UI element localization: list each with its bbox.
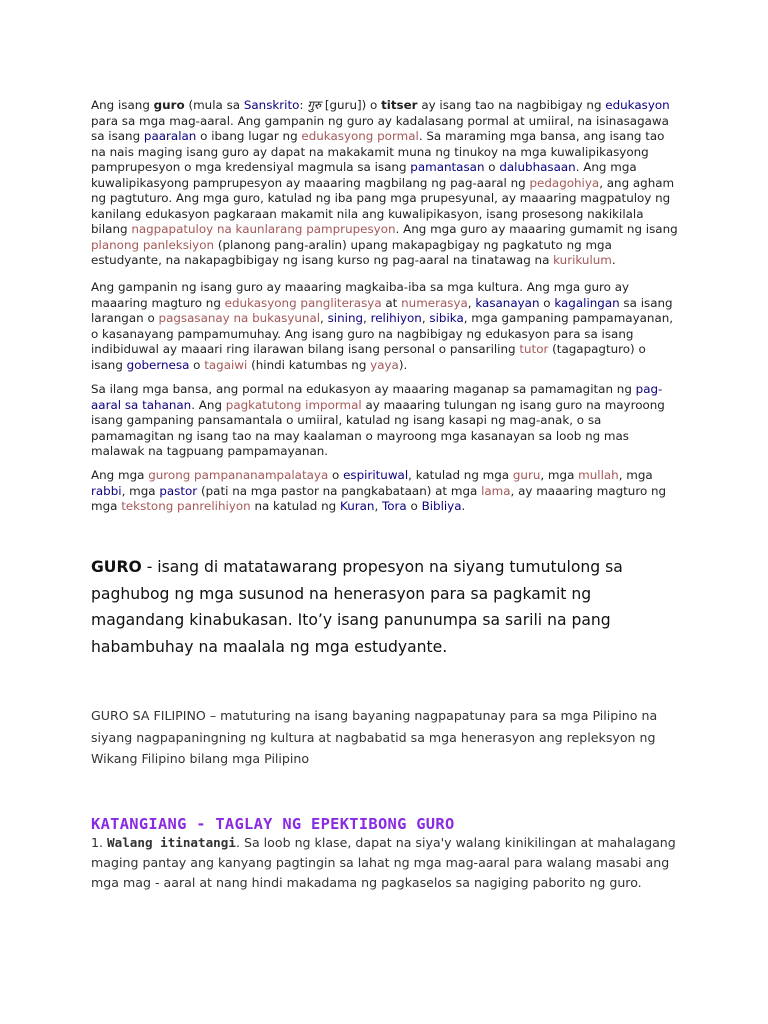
link-pedagohiya[interactable]: pedagohiya bbox=[529, 175, 600, 190]
guro-sa-filipino bbox=[91, 705, 681, 770]
text-run: o bbox=[328, 468, 344, 482]
link-sanskrito[interactable]: Sanskrito bbox=[243, 98, 300, 112]
link-kuran[interactable]: Kuran bbox=[340, 499, 375, 513]
link-tutor[interactable]: tutor bbox=[519, 342, 549, 356]
text-run: para sa mga mag-aaral. Ang gampanin ng guro ay kadalasang pormal at umiiral, na isinasagawa sa isang bbox=[91, 113, 669, 143]
link-bibliya[interactable]: Bibliya bbox=[421, 499, 462, 513]
text-run: Ang gampanin ng isang guro ay maaaring magkaiba-iba sa mga kultura. Ang mga guro ay maaaring magturo ng bbox=[91, 280, 630, 310]
text-run: . bbox=[461, 499, 466, 513]
text-run: . bbox=[611, 253, 616, 267]
text-run: o bbox=[406, 499, 422, 513]
guro-definition-text: - isang di matatawarang propesyon na siyang tumutulong sa paghubog ng mga susunod na henerasyon para sa pagkamit ng magandang kinabukasan. Ito’y isang panunumpa sa sarili na pang habambuhay na maalala ng mga estudyante. bbox=[91, 558, 623, 656]
text-run: . Ang mga guro ay maaaring gumamit ng isang bbox=[395, 222, 678, 236]
text-run: [guru]) o bbox=[321, 98, 382, 112]
link-mullah[interactable]: mullah bbox=[578, 468, 619, 482]
item-text: . Sa loob ng klase, dapat na siya'y walang kinikilingan at mahalagang maging pantay ang kanyang pagtingin sa lahat ng mga mag-aaral para walang masabi ang mga mag - aaral at nang hindi makadama ng pagkaselos sa nagiging paborito ng guro. bbox=[91, 835, 676, 890]
link-edukasyong-pangliterasya[interactable]: edukasyong pangliterasya bbox=[224, 295, 382, 310]
text-run: ). bbox=[398, 357, 408, 372]
text-run: , mga bbox=[540, 468, 579, 482]
link-tagaiwi[interactable]: tagaiwi bbox=[204, 357, 248, 372]
text-run: Sa ilang mga bansa, ang pormal na edukasyon ay maaaring maganap sa pamamagitan ng bbox=[91, 382, 636, 396]
term-guro: guro bbox=[153, 98, 185, 112]
devanagari-text: गुरु bbox=[307, 98, 322, 112]
link-pamantasan[interactable]: pamantasan bbox=[410, 160, 485, 174]
link-planong-panleksiyon[interactable]: planong panleksiyon bbox=[91, 237, 215, 252]
text-run: (tagapagturo) o isang bbox=[91, 342, 646, 372]
link-kurikulum[interactable]: kurikulum bbox=[553, 253, 612, 267]
wiki-paragraph-2 bbox=[91, 280, 681, 373]
text-run: ay isang tao na nagbibigay ng bbox=[417, 98, 606, 112]
text-run: , katulad ng mga bbox=[408, 468, 513, 482]
link-numerasya[interactable]: numerasya bbox=[401, 295, 468, 310]
link-yaya[interactable]: yaya bbox=[370, 357, 399, 372]
guro-sa-filipino-text: – matuturing na isang bayaning nagpapatunay para sa mga Pilipino na siyang nagpapaningning ng kultura at nagbabatid sa mga henerasyon ang repleksyon ng Wikang Filipino bilang mga Pilipino bbox=[91, 708, 658, 766]
text-run: Ang isang bbox=[91, 98, 154, 112]
guro-definition-term: GURO bbox=[91, 558, 142, 576]
link-guru[interactable]: guru bbox=[512, 468, 541, 482]
text-run: , ang agham ng pagtuturo. Ang mga guro, katulad ng iba pang mga prupesyunal, ay maaaring magpatuloy ng kanilang edukasyon pagkaraan makamit nila ang kuwalipikasyon, isang prosesong nakikilala bilang bbox=[91, 175, 675, 236]
katangian-heading: KATANGIANG - TAGLAY NG EPEKTIBONG GURO bbox=[91, 815, 455, 833]
wiki-paragraph-4 bbox=[91, 468, 681, 515]
guro-definition bbox=[91, 554, 671, 660]
katangian-item-1 bbox=[91, 833, 681, 893]
text-run: (pati na mga pastor na pangkabataan) at mga bbox=[197, 483, 482, 498]
link-gobernesa[interactable]: gobernesa bbox=[126, 357, 190, 372]
text-run: o bbox=[484, 160, 500, 174]
wiki-paragraph-3 bbox=[91, 382, 681, 460]
guro-sa-filipino-term: GURO SA FILIPINO bbox=[91, 708, 206, 723]
link-pag-aaral-sa-tahanan[interactable]: pag-aaral sa tahanan bbox=[91, 382, 663, 412]
link-nagpapatuloy[interactable]: nagpapatuloy na kaunlarang pamprupesyon bbox=[131, 222, 396, 236]
text-run: . Sa maraming mga bansa, ang isang tao na nais maging isang guro ay dapat na makakamit muna ng tinukoy na mga kuwalipikasyong pamprupesyon o mga kredensiyal magmula sa isang bbox=[91, 129, 665, 174]
link-edukasyon[interactable]: edukasyon bbox=[605, 98, 670, 112]
text-run: , bbox=[467, 295, 476, 310]
item-term: Walang itinatangi bbox=[107, 835, 236, 850]
text-run: , ay maaaring magturo ng mga bbox=[91, 483, 667, 513]
text-run: , mga gampaning pampamayanan, o kasanayang pampamumuhay. Ang isang guro na nagbibigay ng edukasyon para sa isang indibiduwal ay maaari ring ilarawan bilang isang personal o pansariling bbox=[91, 311, 674, 356]
text-run: , mga bbox=[121, 483, 160, 498]
link-pagsasanay-na-bukasyunal[interactable]: pagsasanay na bukasyunal bbox=[158, 311, 321, 325]
link-relihiyon[interactable]: relihiyon bbox=[370, 311, 422, 325]
text-run: . Ang bbox=[191, 397, 226, 412]
text-run: , bbox=[320, 311, 328, 325]
link-rabbi[interactable]: rabbi bbox=[91, 483, 122, 498]
link-dalubhasaan[interactable]: dalubhasaan bbox=[499, 160, 576, 174]
text-run: . Ang mga kuwalipikasyong pamprupesyon ay maaaring magbilang ng pag-aaral ng bbox=[91, 160, 637, 190]
link-tekstong-panrelihiyon[interactable]: tekstong panrelihiyon bbox=[121, 499, 251, 513]
link-tora[interactable]: Tora bbox=[382, 499, 407, 513]
text-run: , bbox=[363, 311, 371, 325]
link-sibika[interactable]: sibika bbox=[429, 311, 464, 325]
link-pastor[interactable]: pastor bbox=[159, 483, 198, 498]
link-gurong-pampananampalataya[interactable]: gurong pampananampalataya bbox=[148, 468, 329, 482]
text-run: (mula sa bbox=[184, 98, 244, 112]
link-kasanayan[interactable]: kasanayan bbox=[475, 295, 540, 310]
link-lama[interactable]: lama bbox=[481, 483, 511, 498]
text-run: , bbox=[421, 311, 430, 325]
text-run: : bbox=[299, 98, 308, 112]
text-run: o bbox=[189, 357, 205, 372]
text-run: , bbox=[374, 499, 383, 513]
text-run: at bbox=[381, 295, 402, 310]
link-paaralan[interactable]: paaralan bbox=[143, 129, 197, 143]
link-edukasyong-pormal[interactable]: edukasyong pormal bbox=[301, 129, 419, 143]
link-espirituwal[interactable]: espirituwal bbox=[343, 468, 409, 482]
link-kagalingan[interactable]: kagalingan bbox=[554, 295, 620, 310]
text-run: (planong pang-aralin) upang makapagbigay ng pagkatuto ng mga estudyante, na nakapagbibigay ng isang kurso ng pag-aaral na tinatawag na bbox=[91, 237, 612, 267]
wiki-paragraph-1 bbox=[91, 98, 681, 269]
text-run: , mga bbox=[618, 468, 653, 482]
term-titser: titser bbox=[381, 98, 418, 112]
item-number: 1. bbox=[91, 835, 108, 850]
text-run: ay maaaring tulungan ng isang guro na mayroong isang gampaning pansamantala o umiiral, katulad ng isang kasapi ng mag-anak, o sa pamamagitan ng isang tao na may kaalaman o mayroong mga kasanayan sa loob ng mas malawak na tagpuang pampamayanan. bbox=[91, 397, 665, 458]
text-run: o bbox=[539, 295, 555, 310]
text-run: sa isang larangan o bbox=[91, 295, 673, 325]
text-run: na katulad ng bbox=[250, 499, 340, 513]
text-run: (hindi katumbas ng bbox=[247, 357, 371, 372]
text-run: Ang mga bbox=[91, 468, 149, 482]
text-run: o ibang lugar ng bbox=[196, 129, 302, 143]
link-pagkatutong-impormal[interactable]: pagkatutong impormal bbox=[225, 397, 362, 412]
link-sining[interactable]: sining bbox=[327, 311, 364, 325]
